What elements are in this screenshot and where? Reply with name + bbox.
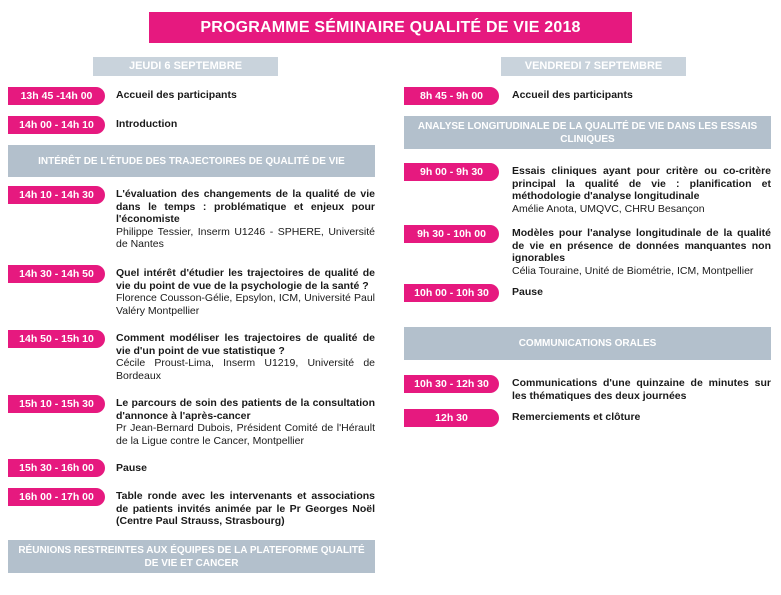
session-speaker: Florence Cousson-Gélie, Epsylon, ICM, Université Paul Valéry Montpellier [116,292,375,317]
time-badge: 9h 30 - 10h 00 [404,225,499,243]
section-band-communications: COMMUNICATIONS ORALES [404,327,771,360]
day1-header: JEUDI 6 SEPTEMBRE [93,57,278,76]
page-title: PROGRAMME SÉMINAIRE QUALITÉ DE VIE 2018 [149,12,632,43]
session-entry [116,332,375,382]
time-badge: 14h 50 - 15h 10 [8,330,105,348]
time-badge: 14h 30 - 14h 50 [8,265,105,283]
section-band-reunions: RÉUNIONS RESTREINTES AUX ÉQUIPES DE LA PLATEFORME QUALITÉ DE VIE ET CANCER [8,540,375,573]
session-title: Essais cliniques ayant pour critère ou co-critère principal la qualité de vie : planification et méthodologie d'analyse longitudinale [512,165,771,202]
session-title: Table ronde avec les intervenants et associations de patients invités animée par le Pr Georges Noël (Centre Paul Strauss, Strasbourg) [116,490,375,527]
session-speaker: Cécile Proust-Lima, Inserm U1219, Université de Bordeaux [116,357,375,382]
time-badge: 12h 30 [404,409,499,427]
session-speaker: Amélie Anota, UMQVC, CHRU Besançon [512,202,705,215]
session-title: Introduction [116,118,178,130]
session-title: Accueil des participants [116,89,237,101]
session-entry [512,227,771,277]
session-title: Modèles pour l'analyse longitudinale de la qualité de vie en présence de données manquantes non ignorables [512,227,771,264]
session-title: Comment modéliser les trajectoires de qualité de vie d'un point de vue statistique ? [116,332,375,357]
session-title: L'évaluation des changements de la qualité de vie dans le temps : problématique et enjeux pour l'économiste [116,188,375,225]
session-entry [116,397,375,447]
time-badge: 16h 00 - 17h 00 [8,488,105,506]
time-badge: 9h 00 - 9h 30 [404,163,499,181]
time-badge: 15h 10 - 15h 30 [8,395,105,413]
time-badge: 14h 00 - 14h 10 [8,116,105,134]
session-title: Le parcours de soin des patients de la consultation d'annonce à l'après-cancer [116,397,375,422]
session-entry [116,267,375,317]
time-badge: 10h 00 - 10h 30 [404,284,499,302]
session-title: Communications d'une quinzaine de minutes sur les thématiques des deux journées [512,377,771,402]
session-speaker: Célia Touraine, Unité de Biométrie, ICM, Montpellier [512,264,754,277]
session-title: Quel intérêt d'étudier les trajectoires de qualité de vie du point de vue de la psychologie de la santé ? [116,267,375,292]
session-speaker: Philippe Tessier, Inserm U1246 - SPHERE, Université de Nantes [116,225,375,250]
session-speaker: Pr Jean-Bernard Dubois, Président Comité de l'Hérault de la Ligue contre le Cancer, Montpellier [116,422,375,447]
time-badge: 13h 45 -14h 00 [8,87,105,105]
day2-header: VENDREDI 7 SEPTEMBRE [501,57,686,76]
time-badge: 14h 10 - 14h 30 [8,186,105,204]
session-entry [512,165,771,215]
session-title: Remerciements et clôture [512,411,641,423]
section-band-longitudinale: ANALYSE LONGITUDINALE DE LA QUALITÉ DE VIE DANS LES ESSAIS CLINIQUES [404,116,771,149]
session-entry [512,377,771,402]
section-band-trajectoires: INTÉRÊT DE L'ÉTUDE DES TRAJECTOIRES DE QUALITÉ DE VIE [8,145,375,177]
session-title: Pause [116,462,147,474]
time-badge: 15h 30 - 16h 00 [8,459,105,477]
time-badge: 8h 45 - 9h 00 [404,87,499,105]
session-entry [116,188,375,251]
session-title: Pause [512,286,543,298]
session-entry [116,490,375,528]
session-title: Accueil des participants [512,89,633,101]
time-badge: 10h 30 - 12h 30 [404,375,499,393]
